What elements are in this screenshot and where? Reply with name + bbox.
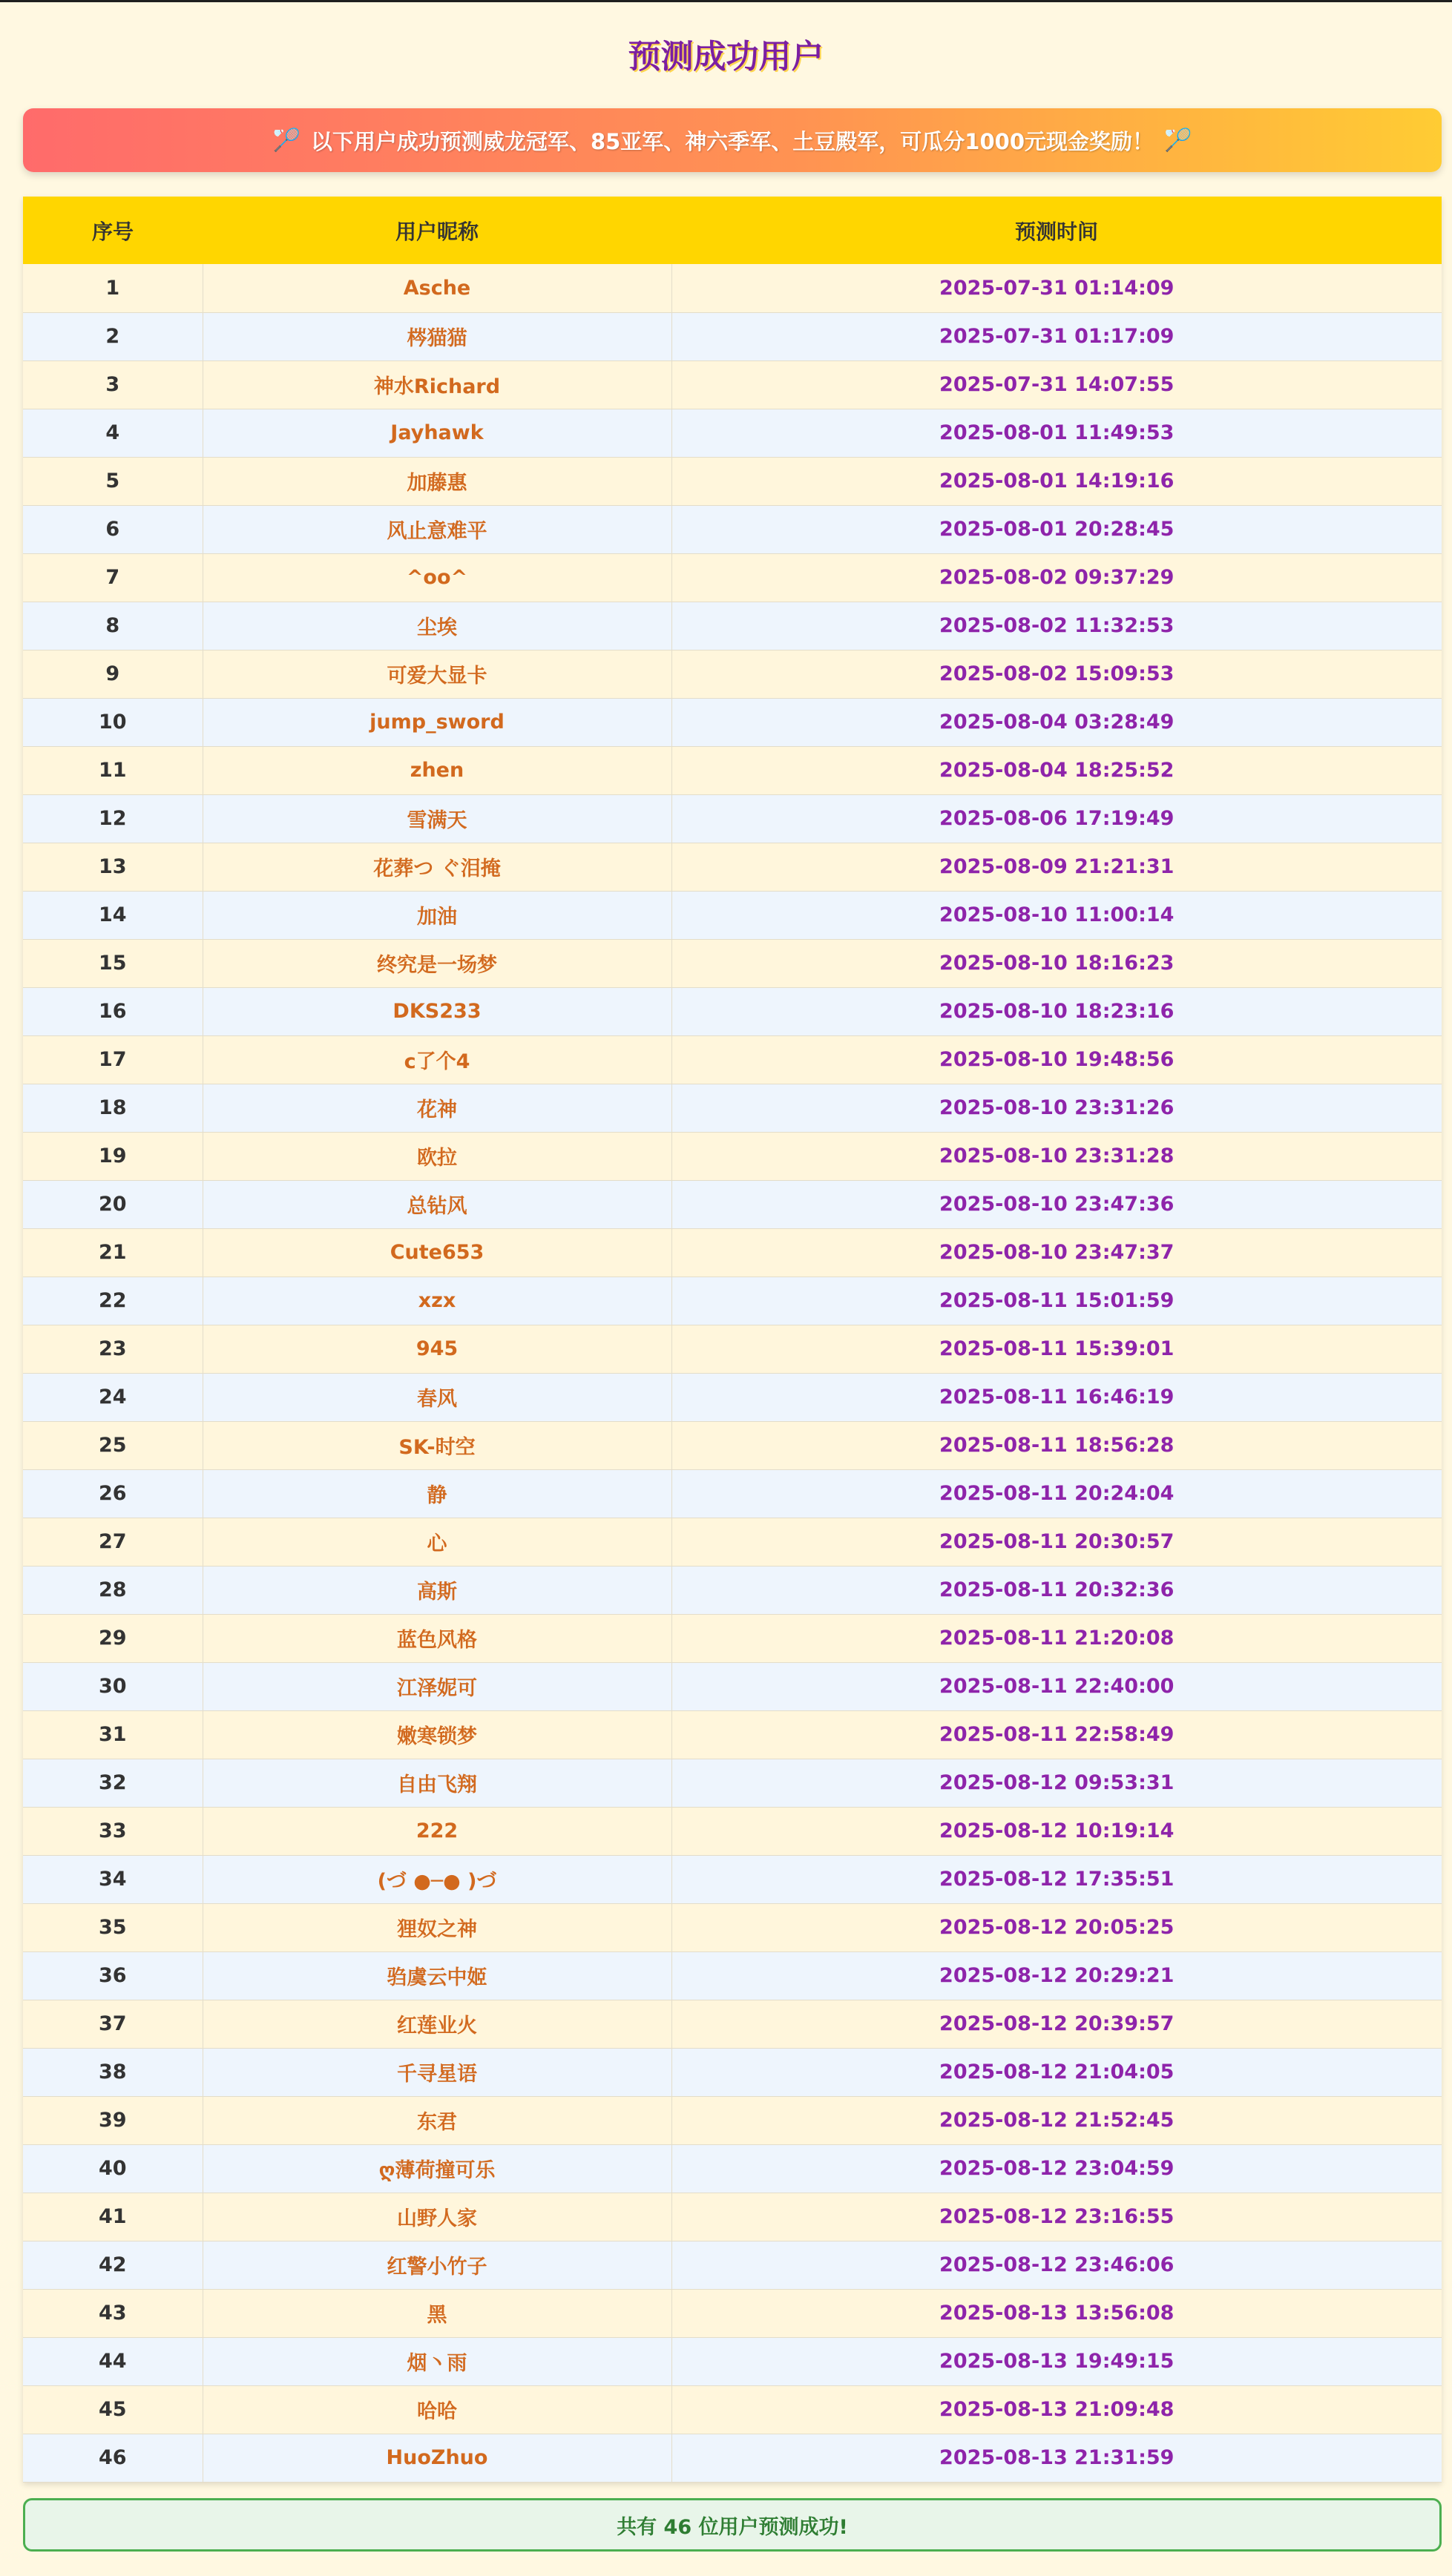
table-row: [23, 1903, 1442, 1951]
user-nickname: HuoZhuo: [203, 2434, 671, 2482]
row-index: 18: [23, 1084, 203, 1132]
table-row: [23, 1662, 1442, 1710]
row-index: 42: [23, 2241, 203, 2289]
prediction-time: 2025-08-11 21:20:08: [671, 1614, 1442, 1662]
column-header-time: 预测时间: [1014, 219, 1098, 244]
user-nickname: (づ ●─● )づ: [203, 1855, 671, 1903]
row-index: 7: [23, 553, 203, 602]
prediction-time: 2025-08-11 15:39:01: [671, 1325, 1442, 1373]
prediction-time: 2025-08-04 03:28:49: [671, 698, 1442, 746]
row-index: 39: [23, 2096, 203, 2144]
user-nickname: Jayhawk: [203, 409, 671, 457]
user-nickname: 山野人家: [203, 2193, 671, 2241]
row-index: 28: [23, 1566, 203, 1614]
prediction-time: 2025-08-12 23:04:59: [671, 2144, 1442, 2193]
announcement-banner: [23, 108, 1442, 172]
prediction-time: 2025-08-06 17:19:49: [671, 794, 1442, 843]
table-header-row: [23, 197, 1442, 264]
prediction-time: 2025-08-10 11:00:14: [671, 891, 1442, 939]
row-index: 8: [23, 602, 203, 650]
row-index: 41: [23, 2193, 203, 2241]
prediction-time: 2025-08-12 21:04:05: [671, 2048, 1442, 2096]
user-nickname: ^oo^: [203, 553, 671, 602]
row-index: 19: [23, 1132, 203, 1180]
row-index: 36: [23, 1951, 203, 2000]
table-row: [23, 698, 1442, 746]
row-index: 46: [23, 2434, 203, 2482]
prediction-time: 2025-08-11 22:40:00: [671, 1662, 1442, 1710]
row-index: 32: [23, 1759, 203, 1807]
row-index: 13: [23, 843, 203, 891]
prediction-time: 2025-08-01 14:19:16: [671, 457, 1442, 505]
table-row: [23, 2385, 1442, 2434]
row-index: 5: [23, 457, 203, 505]
row-index: 3: [23, 360, 203, 409]
row-index: 34: [23, 1855, 203, 1903]
prediction-time: 2025-08-12 23:46:06: [671, 2241, 1442, 2289]
table-row: [23, 939, 1442, 987]
prediction-time: 2025-08-10 19:48:56: [671, 1035, 1442, 1084]
row-index: 12: [23, 794, 203, 843]
table-row: [23, 1180, 1442, 1228]
row-index: 23: [23, 1325, 203, 1373]
winners-table: [23, 197, 1442, 2483]
table-row: [23, 1710, 1442, 1759]
row-index: 15: [23, 939, 203, 987]
prediction-time: 2025-08-12 10:19:14: [671, 1807, 1442, 1855]
row-index: 10: [23, 698, 203, 746]
prediction-time: 2025-08-10 23:31:26: [671, 1084, 1442, 1132]
user-nickname: 222: [203, 1807, 671, 1855]
user-nickname: 嫩寒锁梦: [203, 1710, 671, 1759]
user-nickname: 高斯: [203, 1566, 671, 1614]
prediction-time: 2025-07-31 14:07:55: [671, 360, 1442, 409]
table-row: [23, 2193, 1442, 2241]
user-nickname: 风止意难平: [203, 505, 671, 553]
table-row: [23, 1421, 1442, 1469]
table-row: [23, 843, 1442, 891]
table-row: [23, 1614, 1442, 1662]
row-index: 4: [23, 409, 203, 457]
table-row: [23, 2241, 1442, 2289]
prediction-time: 2025-08-13 13:56:08: [671, 2289, 1442, 2337]
table-row: [23, 264, 1442, 312]
row-index: 37: [23, 2000, 203, 2048]
table-row: [23, 409, 1442, 457]
user-nickname: 花神: [203, 1084, 671, 1132]
row-index: 22: [23, 1277, 203, 1325]
user-nickname: 红警小竹子: [203, 2241, 671, 2289]
table-row: [23, 1807, 1442, 1855]
table-row: [23, 2144, 1442, 2193]
table-row: [23, 1373, 1442, 1421]
user-nickname: 自由飞翔: [203, 1759, 671, 1807]
user-nickname: 千寻星语: [203, 2048, 671, 2096]
column-header-nickname: 用户昵称: [395, 219, 479, 244]
user-nickname: 哈哈: [203, 2385, 671, 2434]
user-nickname: 心: [203, 1518, 671, 1566]
table-row: [23, 1566, 1442, 1614]
prediction-time: 2025-08-10 18:16:23: [671, 939, 1442, 987]
row-index: 38: [23, 2048, 203, 2096]
prediction-time: 2025-08-10 23:31:28: [671, 1132, 1442, 1180]
table-row: [23, 1132, 1442, 1180]
row-index: 29: [23, 1614, 203, 1662]
row-index: 31: [23, 1710, 203, 1759]
user-nickname: DKS233: [203, 987, 671, 1035]
row-index: 45: [23, 2385, 203, 2434]
table-row: [23, 1277, 1442, 1325]
user-nickname: zhen: [203, 746, 671, 794]
banner-text: 以下用户成功预测威龙冠军、85亚军、神六季军、土豆殿军，可瓜分1000元现金奖励！: [310, 128, 1154, 154]
prediction-time: 2025-08-02 09:37:29: [671, 553, 1442, 602]
summary-text: 共有 46 位用户预测成功!: [617, 2515, 848, 2539]
row-index: 25: [23, 1421, 203, 1469]
user-nickname: 945: [203, 1325, 671, 1373]
row-index: 43: [23, 2289, 203, 2337]
row-index: 26: [23, 1469, 203, 1518]
user-nickname: 终究是一场梦: [203, 939, 671, 987]
user-nickname: 总钻风: [203, 1180, 671, 1228]
table-row: [23, 2048, 1442, 2096]
user-nickname: 春风: [203, 1373, 671, 1421]
user-nickname: c了个4: [203, 1035, 671, 1084]
user-nickname: 烟丶雨: [203, 2337, 671, 2385]
user-nickname: 花葬つ ぐ泪掩: [203, 843, 671, 891]
prediction-time: 2025-08-12 20:39:57: [671, 2000, 1442, 2048]
row-index: 44: [23, 2337, 203, 2385]
row-index: 9: [23, 650, 203, 698]
badminton-shuttlecock-icon: 🏸: [272, 127, 300, 154]
user-nickname: 蓝色风格: [203, 1614, 671, 1662]
prediction-time: 2025-07-31 01:14:09: [671, 264, 1442, 312]
table-row: [23, 553, 1442, 602]
row-index: 24: [23, 1373, 203, 1421]
table-row: [23, 1759, 1442, 1807]
user-nickname: Cute653: [203, 1228, 671, 1277]
row-index: 16: [23, 987, 203, 1035]
table-body: [23, 264, 1442, 2482]
row-index: 11: [23, 746, 203, 794]
user-nickname: 加藤惠: [203, 457, 671, 505]
user-nickname: xzx: [203, 1277, 671, 1325]
prediction-time: 2025-08-11 20:24:04: [671, 1469, 1442, 1518]
row-index: 27: [23, 1518, 203, 1566]
table-row: [23, 1951, 1442, 2000]
user-nickname: jump_sword: [203, 698, 671, 746]
prediction-time: 2025-08-10 18:23:16: [671, 987, 1442, 1035]
prediction-time: 2025-07-31 01:17:09: [671, 312, 1442, 360]
user-nickname: 加油: [203, 891, 671, 939]
row-index: 35: [23, 1903, 203, 1951]
table-row: [23, 360, 1442, 409]
prediction-time: 2025-08-12 09:53:31: [671, 1759, 1442, 1807]
user-nickname: 黑: [203, 2289, 671, 2337]
prediction-time: 2025-08-01 20:28:45: [671, 505, 1442, 553]
prediction-time: 2025-08-09 21:21:31: [671, 843, 1442, 891]
prediction-time: 2025-08-04 18:25:52: [671, 746, 1442, 794]
prediction-time: 2025-08-02 15:09:53: [671, 650, 1442, 698]
user-nickname: 狸奴之神: [203, 1903, 671, 1951]
row-index: 33: [23, 1807, 203, 1855]
prediction-time: 2025-08-01 11:49:53: [671, 409, 1442, 457]
row-index: 20: [23, 1180, 203, 1228]
prediction-time: 2025-08-12 23:16:55: [671, 2193, 1442, 2241]
prediction-time: 2025-08-11 16:46:19: [671, 1373, 1442, 1421]
table-row: [23, 650, 1442, 698]
prediction-time: 2025-08-12 21:52:45: [671, 2096, 1442, 2144]
table-row: [23, 891, 1442, 939]
column-header-index: 序号: [91, 219, 134, 244]
prediction-time: 2025-08-11 18:56:28: [671, 1421, 1442, 1469]
table-row: [23, 505, 1442, 553]
table-row: [23, 1325, 1442, 1373]
user-nickname: ღ薄荷撞可乐: [203, 2144, 671, 2193]
user-nickname: 神水Richard: [203, 360, 671, 409]
table-row: [23, 2000, 1442, 2048]
user-nickname: 欧拉: [203, 1132, 671, 1180]
table-row: [23, 1228, 1442, 1277]
prediction-time: 2025-08-12 20:05:25: [671, 1903, 1442, 1951]
table-row: [23, 794, 1442, 843]
user-nickname: 红莲业火: [203, 2000, 671, 2048]
row-index: 1: [23, 264, 203, 312]
prediction-time: 2025-08-10 23:47:36: [671, 1180, 1442, 1228]
row-index: 14: [23, 891, 203, 939]
prediction-time: 2025-08-11 15:01:59: [671, 1277, 1442, 1325]
prediction-time: 2025-08-12 17:35:51: [671, 1855, 1442, 1903]
row-index: 30: [23, 1662, 203, 1710]
row-index: 2: [23, 312, 203, 360]
user-nickname: 尘埃: [203, 602, 671, 650]
row-index: 40: [23, 2144, 203, 2193]
user-nickname: SK-时空: [203, 1421, 671, 1469]
user-nickname: 可爱大显卡: [203, 650, 671, 698]
row-index: 17: [23, 1035, 203, 1084]
prediction-time: 2025-08-13 21:31:59: [671, 2434, 1442, 2482]
table-row: [23, 457, 1442, 505]
prediction-time: 2025-08-13 19:49:15: [671, 2337, 1442, 2385]
table-row: [23, 2337, 1442, 2385]
user-nickname: 东君: [203, 2096, 671, 2144]
table-row: [23, 2289, 1442, 2337]
prediction-time: 2025-08-10 23:47:37: [671, 1228, 1442, 1277]
prediction-time: 2025-08-12 20:29:21: [671, 1951, 1442, 2000]
badminton-shuttlecock-icon: 🏸: [1164, 127, 1192, 154]
prediction-time: 2025-08-11 22:58:49: [671, 1710, 1442, 1759]
page-title: 预测成功用户: [628, 38, 824, 76]
table-row: [23, 1469, 1442, 1518]
user-nickname: 江泽妮可: [203, 1662, 671, 1710]
table-row: [23, 987, 1442, 1035]
table-row: [23, 2096, 1442, 2144]
row-index: 21: [23, 1228, 203, 1277]
prediction-time: 2025-08-13 21:09:48: [671, 2385, 1442, 2434]
row-index: 6: [23, 505, 203, 553]
summary-footer: [23, 2498, 1442, 2552]
user-nickname: 雪满天: [203, 794, 671, 843]
table-row: [23, 1084, 1442, 1132]
table-row: [23, 2434, 1442, 2482]
user-nickname: 驺虞云中姬: [203, 1951, 671, 2000]
table-row: [23, 1518, 1442, 1566]
table-row: [23, 746, 1442, 794]
prediction-time: 2025-08-02 11:32:53: [671, 602, 1442, 650]
table-row: [23, 1855, 1442, 1903]
prediction-time: 2025-08-11 20:30:57: [671, 1518, 1442, 1566]
table-row: [23, 602, 1442, 650]
table-row: [23, 1035, 1442, 1084]
user-nickname: Asche: [203, 264, 671, 312]
prediction-time: 2025-08-11 20:32:36: [671, 1566, 1442, 1614]
user-nickname: 静: [203, 1469, 671, 1518]
user-nickname: 梣猫猫: [203, 312, 671, 360]
table-row: [23, 312, 1442, 360]
